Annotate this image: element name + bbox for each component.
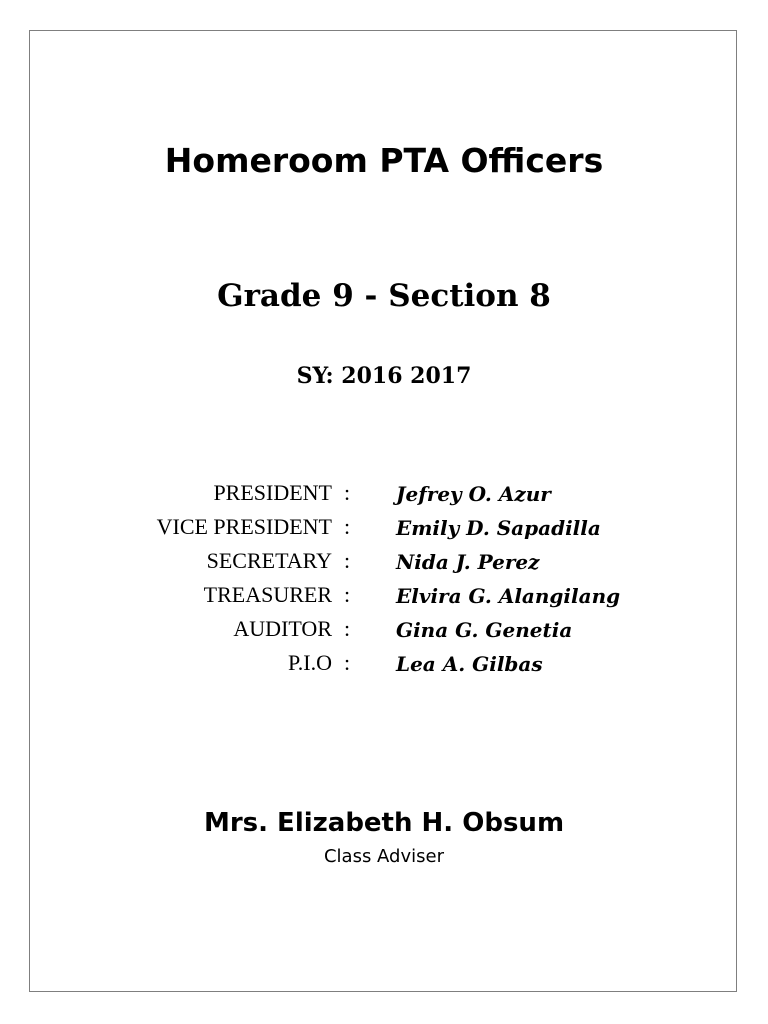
officer-name: Emily D. Sapadilla [396, 516, 601, 540]
page-title: Homeroom PTA Officers [164, 141, 604, 180]
officers-list [0, 478, 768, 682]
officer-row-pio [0, 648, 768, 682]
adviser-role: Class Adviser [323, 846, 444, 867]
officer-separator: : [344, 650, 351, 675]
officer-name: Jefrey O. Azur [396, 482, 551, 506]
officer-row-vice-president [0, 512, 768, 546]
officer-separator: : [344, 514, 351, 539]
officer-role: PRESIDENT [213, 480, 332, 505]
officer-role: P.I.O [287, 650, 332, 675]
officer-name: Gina G. Genetia [396, 618, 573, 642]
officer-row-treasurer [0, 580, 768, 614]
officer-role: VICE PRESIDENT [156, 514, 332, 539]
officer-name: Elvira G. Alangilang [396, 584, 621, 608]
adviser-name: Mrs. Elizabeth H. Obsum [203, 808, 565, 838]
school-year-heading: SY: 2016 2017 [296, 363, 472, 389]
officer-separator: : [344, 582, 351, 607]
officer-name: Lea A. Gilbas [396, 652, 543, 676]
grade-section-heading: Grade 9 - Section 8 [217, 278, 551, 314]
officer-row-president [0, 478, 768, 512]
officer-name: Nida J. Perez [396, 550, 540, 574]
officer-row-secretary [0, 546, 768, 580]
officer-role: AUDITOR [233, 616, 332, 641]
officer-separator: : [344, 548, 351, 573]
officer-separator: : [344, 616, 351, 641]
officer-role: SECRETARY [206, 548, 332, 573]
officer-role: TREASURER [203, 582, 332, 607]
officer-row-auditor [0, 614, 768, 648]
officer-separator: : [344, 480, 351, 505]
